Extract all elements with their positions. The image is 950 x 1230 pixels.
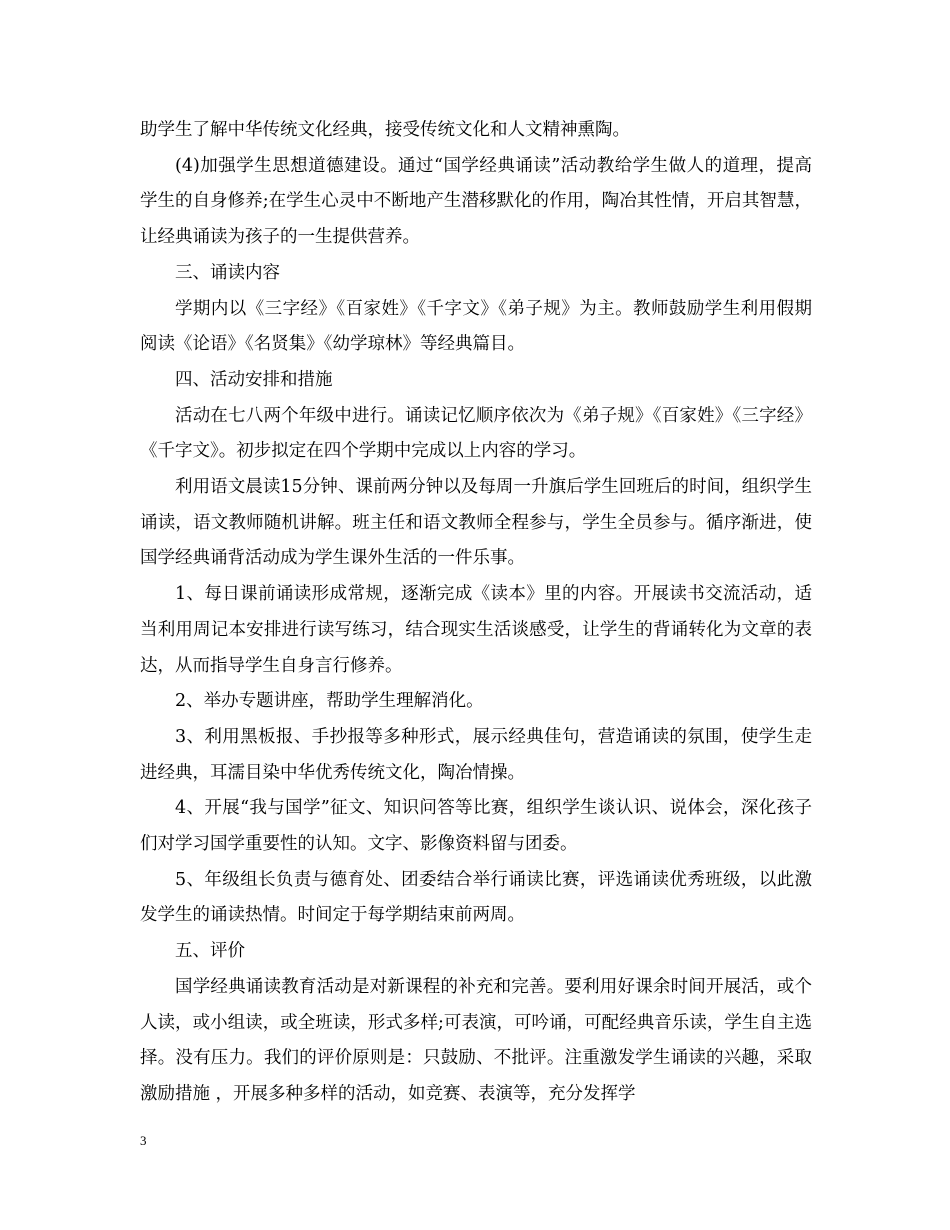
section-heading: 四、活动安排和措施 (175, 369, 333, 390)
paragraph: 利用语文晨读15分钟、课前两分钟以及每周一升旗后学生回班后的时间，组织学生诵读，语文教师随机讲解。班主任和语文教师全程参与，学生全员参与。循序渐进，使国学经典诵背活动成为学生课外生活的一件乐事。 (140, 477, 812, 569)
list-item: 4、开展“我与国学”征文、知识问答等比赛，组织学生谈认识、说体会，深化孩子们对学习国学重要性的认知。文字、影像资料留与团委。 (140, 798, 812, 855)
list-item: 2、举办专题讲座，帮助学生理解消化。 (175, 691, 484, 712)
paragraph: 活动在七八两个年级中进行。诵读记忆顺序依次为《弟子规》《百家姓》《三字经》《千字文》。初步拟定在四个学期中完成以上内容的学习。 (140, 405, 812, 462)
section-heading: 三、诵读内容 (175, 262, 280, 283)
section-heading: 五、评价 (175, 941, 245, 962)
paragraph: (4)加强学生思想道德建设。通过“国学经典诵读”活动教给学生做人的道理，提高学生的自身修养;在学生心灵中不断地产生潜移默化的作用，陶冶其性情，开启其智慧，让经典诵读为孩子的一生提供营养。 (140, 155, 812, 248)
paragraph: 学期内以《三字经》《百家姓》《千字文》《弟子规》为主。教师鼓励学生利用假期阅读《论语》《名贤集》《幼学琼林》等经典篇目。 (140, 298, 812, 355)
list-item: 3、利用黑板报、手抄报等多种形式，展示经典佳句，营造诵读的氛围，使学生走进经典，耳濡目染中华优秀传统文化，陶冶情操。 (140, 726, 812, 783)
document-body (140, 113, 812, 1113)
page-number: 3 (140, 1133, 147, 1148)
list-item: 1、每日课前诵读形成常规，逐渐完成《读本》里的内容。开展读书交流活动，适当利用周记本安排进行读写练习，结合现实生活谈感受，让学生的背诵转化为文章的表达，从而指导学生自身言行修养。 (140, 584, 812, 676)
paragraph: 国学经典诵读教育活动是对新课程的补充和完善。要利用好课余时间开展活，或个人读，或小组读，或全班读，形式多样;可表演，可吟诵，可配经典音乐读，学生自主选择。没有压力。我们的评价原则是：只鼓励、不批评。注重激发学生诵读的兴趣，采取激励措施 ，开展多种多样的活动，如竞赛、表演等，充分发挥学 (140, 976, 812, 1104)
list-item: 5、年级组长负责与德育处、团委结合举行诵读比赛，评选诵读优秀班级，以此激发学生的诵读热情。时间定于每学期结束前两周。 (140, 869, 812, 926)
paragraph: 助学生了解中华传统文化经典，接受传统文化和人文精神熏陶。 (140, 120, 630, 140)
